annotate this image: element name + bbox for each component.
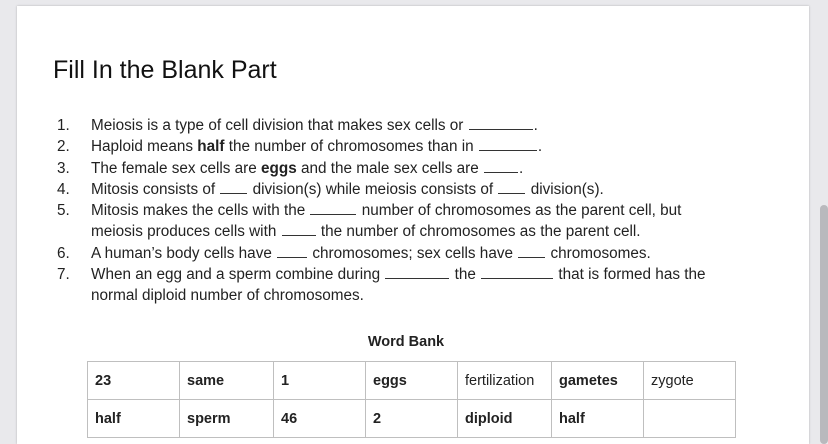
answer-blank[interactable]	[518, 243, 545, 258]
question-2	[53, 136, 793, 157]
question-5	[53, 200, 793, 221]
question-list	[53, 115, 793, 307]
question-text: the	[454, 266, 476, 284]
word-bank-cell: 23	[88, 362, 180, 400]
bold-keyword: eggs	[261, 159, 297, 177]
table-row	[88, 400, 736, 438]
question-number: 5.	[57, 202, 70, 220]
question-text: the number of chromosomes as the parent cell.	[320, 223, 641, 241]
question-text: .	[537, 138, 543, 156]
question-text: that is formed has the	[558, 266, 706, 284]
answer-blank[interactable]	[484, 158, 518, 173]
question-7	[53, 264, 793, 285]
question-text: chromosomes; sex cells have	[312, 244, 513, 262]
question-number: 3.	[57, 159, 70, 177]
question-3	[53, 158, 793, 179]
answer-blank[interactable]	[479, 136, 537, 151]
word-bank-cell	[644, 400, 736, 438]
question-text: division(s).	[530, 180, 604, 198]
bold-keyword: half	[197, 138, 225, 156]
question-6	[53, 243, 793, 264]
word-bank-cell: fertilization	[458, 362, 552, 400]
question-text: .	[533, 117, 538, 134]
word-bank-cell: 2	[366, 400, 458, 438]
question-text: Mitosis consists of	[91, 180, 216, 198]
word-bank-cell: eggs	[366, 362, 458, 400]
question-text: number of chromosomes as the parent cell, but	[361, 202, 682, 220]
question-text: Mitosis makes the cells with the	[91, 202, 306, 220]
word-bank-cell: sperm	[180, 400, 274, 438]
word-bank-table	[87, 361, 736, 438]
answer-blank[interactable]	[469, 115, 533, 130]
question-text: division(s) while meiosis consists of	[252, 180, 494, 198]
question-text: Meiosis is a type of cell division that makes sex cells or	[91, 117, 464, 134]
word-bank-cell: half	[552, 400, 644, 438]
question-number: 2.	[57, 138, 70, 156]
answer-blank[interactable]	[385, 264, 449, 279]
question-text: When an egg and a sperm combine during	[91, 266, 381, 284]
question-number: 6.	[57, 244, 70, 262]
question-text: .	[518, 159, 524, 177]
document-page	[17, 6, 809, 444]
answer-blank[interactable]	[498, 179, 525, 194]
question-text: A human’s body cells have	[91, 244, 272, 262]
answer-blank[interactable]	[310, 200, 356, 215]
word-bank-cell: same	[180, 362, 274, 400]
question-text: Haploid means	[91, 138, 194, 156]
question-1	[53, 115, 793, 136]
question-number: 1.	[57, 117, 70, 134]
word-bank-cell: zygote	[644, 362, 736, 400]
question-7-continued	[53, 285, 793, 306]
word-bank-cell: 1	[274, 362, 366, 400]
word-bank-title: Word Bank	[367, 334, 445, 350]
question-text: meiosis produces cells with	[91, 223, 277, 241]
answer-blank[interactable]	[277, 243, 307, 258]
question-text: and the male sex cells are	[301, 159, 479, 177]
word-bank-cell: half	[88, 400, 180, 438]
question-text: normal diploid number of chromosomes.	[91, 287, 364, 305]
question-5-continued	[53, 221, 793, 242]
vertical-scrollbar[interactable]	[820, 205, 828, 444]
question-text: The female sex cells are	[91, 159, 257, 177]
answer-blank[interactable]	[481, 264, 553, 279]
question-text: chromosomes.	[550, 244, 651, 262]
question-4	[53, 179, 793, 200]
word-bank-cell: 46	[274, 400, 366, 438]
word-bank-cell: gametes	[552, 362, 644, 400]
answer-blank[interactable]	[220, 179, 247, 194]
question-number: 4.	[57, 180, 70, 198]
answer-blank[interactable]	[282, 221, 316, 236]
page-title: Fill In the Blank Part	[53, 56, 277, 84]
question-text: the number of chromosomes than in	[228, 138, 474, 156]
word-bank-cell: diploid	[458, 400, 552, 438]
question-number: 7.	[57, 266, 70, 284]
table-row	[88, 362, 736, 400]
